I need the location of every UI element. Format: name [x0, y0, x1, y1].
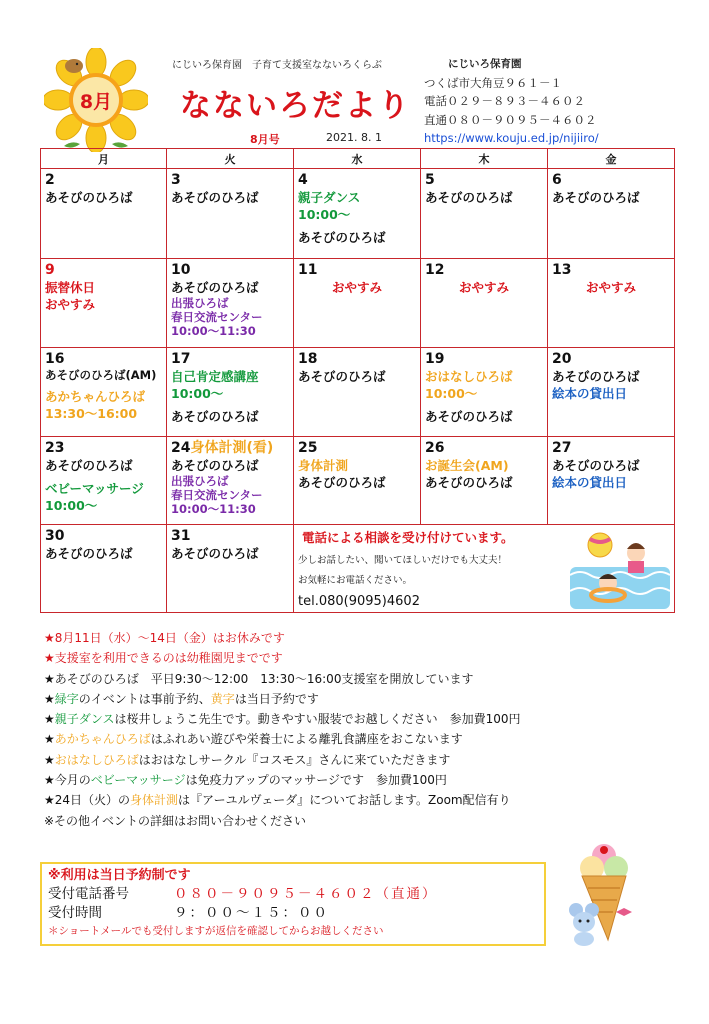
calendar-week — [41, 169, 675, 259]
event-time: 10:00～11:30 — [171, 502, 256, 516]
page-title: なないろだより — [180, 88, 411, 124]
note-text: ★ — [44, 752, 55, 767]
calendar-day-cell — [294, 259, 421, 348]
contact-url[interactable]: https://www.kouju.ed.jp/nijiiro/ — [424, 131, 599, 145]
event-text: あそびのひろば — [45, 190, 133, 205]
day-number: 10 — [171, 262, 191, 278]
calendar-week — [41, 525, 675, 613]
day-number: 26 — [425, 440, 445, 456]
note-highlight: あかちゃんひろば — [54, 732, 151, 747]
booking-note: ＊ショートメールでも受付しますが返信を確認してからお越しください — [48, 925, 384, 937]
day-number: 13 — [552, 262, 572, 278]
note-item: ★支援室を利用できるのは幼稚園児までです — [44, 651, 283, 666]
day-number: 2 — [45, 172, 55, 188]
contact-block — [424, 54, 599, 148]
org-line: にじいろ保育園 子育て支援室なないろくらぶ — [172, 60, 382, 71]
booking-title: ※利用は当日予約制です — [48, 868, 191, 883]
event-text: あそびのひろば — [171, 409, 259, 424]
note-item — [44, 689, 520, 709]
event-text: あそびのひろば — [171, 546, 259, 561]
contact-phone: 電話０２９－８９３－４６０２ — [424, 94, 585, 108]
event-time: 13:30～16:00 — [45, 406, 138, 421]
booking-time-value: ９：００～１５：００ — [174, 905, 329, 921]
day-number — [171, 439, 289, 457]
note-text: ★今月の — [44, 773, 91, 788]
issue-label: 8月号 — [250, 133, 280, 146]
day-number: 4 — [298, 172, 308, 188]
note-highlight: 身体計測 — [130, 793, 179, 808]
event-text: 出張ひろば — [171, 296, 229, 310]
note-item — [44, 709, 520, 729]
note-item: ★8月11日（水）～14日（金）はお休みです — [44, 631, 285, 645]
weekday-tue: 火 — [167, 149, 294, 169]
event-text: あそびのひろば — [425, 190, 513, 205]
event-text: あそびのひろば — [45, 458, 133, 473]
note-text: のイベントは事前予約、 — [78, 691, 211, 706]
event-text: あそびのひろば — [171, 458, 259, 473]
note-highlight: 黄字 — [210, 691, 235, 706]
day-number: 19 — [425, 351, 445, 367]
day-number: 16 — [45, 351, 65, 367]
day-number: 9 — [45, 262, 55, 278]
day-number: 3 — [171, 172, 181, 188]
month-badge-text: 8月 — [79, 91, 113, 113]
calendar-day-cell — [294, 169, 421, 259]
notes-list — [44, 628, 520, 831]
calendar-day-cell — [167, 348, 294, 437]
day-number: 5 — [425, 172, 435, 188]
calendar-day-cell — [41, 259, 167, 348]
day-number: 12 — [425, 262, 445, 278]
event-text: あそびのひろば — [552, 458, 640, 473]
event-time: 10:00～11:30 — [171, 324, 256, 338]
event-text: あそびのひろば(AM) — [45, 368, 157, 382]
calendar-day-cell — [548, 437, 675, 525]
event-time: 10:00～ — [45, 498, 98, 513]
calendar-day-cell — [294, 437, 421, 525]
event-time: 10:00～ — [425, 386, 478, 401]
event-text: 自己肯定感講座 — [171, 369, 259, 384]
note-highlight: ベビーマッサージ — [90, 773, 186, 788]
weekday-wed: 水 — [294, 149, 421, 169]
calendar-day-cell — [41, 169, 167, 259]
booking-time-row — [48, 904, 538, 923]
issue-date: 2021. 8. 1 — [326, 131, 382, 144]
event-text: 絵本の貸出日 — [552, 475, 628, 490]
event-text: あそびのひろば — [298, 230, 386, 245]
day-number: 20 — [552, 351, 572, 367]
note-highlight: おはなしひろば — [54, 752, 139, 767]
phone-number: tel.080(9095)4602 — [298, 594, 420, 609]
event-time: 10:00～ — [298, 207, 351, 222]
calendar-day-cell — [421, 348, 548, 437]
event-time: 10:00～ — [171, 386, 224, 401]
booking-phone-row — [48, 885, 538, 904]
note-item — [44, 790, 520, 810]
note-text: はふれあい遊びや栄養士による離乳食講座をおこないます — [150, 732, 463, 747]
note-text: はおはなしサークル『コスモス』さんに来ていただきます — [138, 752, 451, 767]
event-text: あそびのひろば — [552, 369, 640, 384]
calendar-day-cell — [167, 525, 294, 613]
day-number: 25 — [298, 440, 318, 456]
event-text: あそびのひろば — [552, 190, 640, 205]
booking-info-box — [40, 862, 546, 946]
booking-time-label: 受付時間 — [48, 905, 102, 921]
note-text: ★ — [44, 691, 55, 706]
event-text: あそびのひろば — [425, 475, 513, 490]
event-text: 親子ダンス — [298, 190, 361, 205]
note-text: ★ — [44, 732, 55, 747]
calendar-table — [40, 148, 675, 613]
weekday-header-row — [41, 149, 675, 169]
day-number: 31 — [171, 528, 191, 544]
note-item — [44, 770, 520, 790]
calendar-day-cell — [41, 437, 167, 525]
calendar-day-cell — [41, 348, 167, 437]
event-text: あそびのひろば — [425, 409, 513, 424]
note-highlight: 親子ダンス — [54, 712, 115, 727]
event-text: 春日交流センター — [171, 310, 263, 324]
calendar-week — [41, 437, 675, 525]
day-number: 30 — [45, 528, 65, 544]
calendar-day-cell — [167, 259, 294, 348]
sunflower-icon — [44, 48, 148, 152]
mouse-icecream-icon — [564, 842, 642, 948]
calendar-day-cell — [421, 437, 548, 525]
note-item — [44, 729, 520, 749]
day-number: 11 — [298, 262, 318, 278]
calendar-day-cell — [421, 169, 548, 259]
weekday-mon: 月 — [41, 149, 167, 169]
calendar-week — [41, 259, 675, 348]
event-text: おやすみ — [45, 297, 96, 312]
contact-direct: 直通０８０－９０９５－４６０２ — [424, 112, 597, 127]
calendar-day-cell — [294, 348, 421, 437]
calendar-day-cell — [548, 348, 675, 437]
calendar-day-cell — [167, 169, 294, 259]
day-number: 17 — [171, 351, 191, 367]
event-text: 身体計測(看) — [190, 440, 274, 456]
calendar-day-cell — [548, 259, 675, 348]
event-text: ベビーマッサージ — [45, 481, 144, 496]
note-text: ★24日（火）の — [44, 793, 131, 808]
event-text: おやすみ — [585, 280, 636, 295]
note-text: は桜井しょうこ先生です。動きやすい服装でお越しください 参加費100円 — [114, 712, 521, 727]
event-text: 振替休日 — [45, 280, 96, 295]
event-text: あそびのひろば — [298, 475, 386, 490]
note-item — [44, 750, 520, 770]
note-text: は『アーユルヴェーダ』についてお話します。Zoom配信有り — [178, 793, 511, 808]
event-text: 出張ひろば — [171, 474, 229, 488]
note-text: は免疫力アップのマッサージです 参加費100円 — [185, 773, 447, 788]
event-text: あそびのひろば — [171, 280, 259, 295]
event-text: あそびのひろば — [298, 369, 386, 384]
event-text: あそびのひろば — [45, 546, 133, 561]
booking-phone-value: ０８０－９０９５－４６０２（直通） — [174, 886, 438, 902]
event-text: あかちゃんひろば — [45, 389, 146, 404]
event-text: あそびのひろば — [171, 190, 259, 205]
calendar-day-cell — [548, 169, 675, 259]
booking-phone-label: 受付電話番号 — [48, 886, 129, 902]
calendar-day-cell — [421, 259, 548, 348]
calendar-week — [41, 348, 675, 437]
day-number: 6 — [552, 172, 562, 188]
phone-consultation-box — [294, 525, 675, 613]
calendar-day-cell — [41, 525, 167, 613]
note-item: ★あそびのひろば 平日9:30～12:00 13:30～16:00支援室を開放しています — [44, 671, 474, 686]
event-text: おはなしひろば — [425, 369, 513, 384]
phone-box-line: お気軽にお電話ください。 — [298, 575, 413, 586]
event-text: おやすみ — [331, 280, 382, 295]
day-number-value: 24 — [171, 440, 191, 456]
weekday-fri: 金 — [548, 149, 675, 169]
event-text: 身体計測 — [298, 458, 349, 473]
swimming-children-icon — [570, 529, 670, 609]
event-text: 春日交流センター — [171, 488, 263, 502]
contact-address: つくば市大角豆９６１－１ — [424, 75, 562, 90]
note-text: は当日予約です — [234, 691, 319, 706]
calendar-day-cell — [167, 437, 294, 525]
contact-org: にじいろ保育園 — [448, 58, 522, 70]
day-number: 27 — [552, 440, 572, 456]
day-number: 18 — [298, 351, 318, 367]
event-text: お誕生会(AM) — [425, 458, 509, 473]
day-number: 23 — [45, 440, 65, 456]
note-highlight: 緑字 — [54, 691, 79, 706]
weekday-thu: 木 — [421, 149, 548, 169]
note-text: ★ — [44, 712, 55, 727]
note-item: ※その他イベントの詳細はお問い合わせください — [44, 813, 307, 828]
phone-box-line: 少しお話したい、聞いてほしいだけでも大丈夫！ — [298, 555, 508, 566]
event-text: 絵本の貸出日 — [552, 386, 628, 401]
phone-box-title: 電話による相談を受け付けています。 — [302, 530, 514, 545]
event-text: おやすみ — [458, 280, 509, 295]
